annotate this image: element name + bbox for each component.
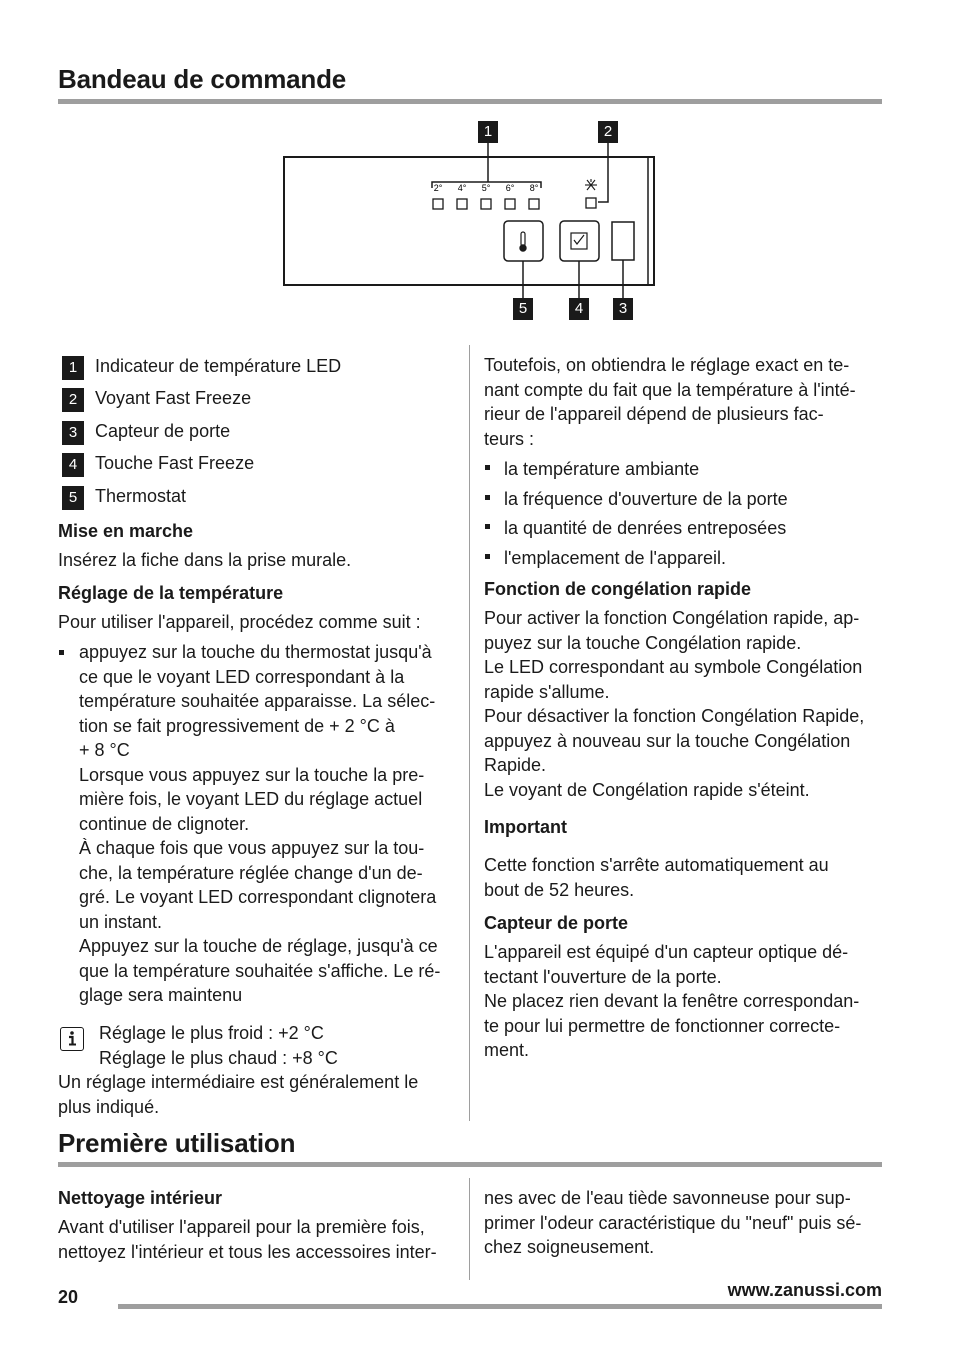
text-line: Ne placez rien devant la fenêtre correspondan- bbox=[484, 991, 860, 1011]
bullet-line: appuyez sur la touche du thermostat jusqu'à bbox=[79, 642, 432, 662]
section-title-bandeau: Bandeau de commande bbox=[58, 64, 347, 94]
column-divider bbox=[469, 1178, 470, 1280]
thermometer-icon bbox=[520, 232, 526, 251]
temp-label-2: 2° bbox=[433, 183, 443, 193]
text-line: primer l'odeur caractéristique du "neuf" puis sé- bbox=[484, 1212, 862, 1233]
list-item: la quantité de denrées entreposées bbox=[484, 514, 788, 544]
heading-fast-freeze: Fonction de congélation rapide bbox=[484, 579, 752, 599]
section-title-premiere-utilisation: Première utilisation bbox=[58, 1128, 296, 1158]
bullet-line: tion se fait progressivement de + 2 °C à bbox=[79, 715, 395, 736]
callout-badge-2: 2 bbox=[598, 121, 618, 143]
text-line: nettoyez l'intérieur et tous les accessoires inter- bbox=[58, 1241, 437, 1262]
text-line: rapide s'allume. bbox=[484, 681, 610, 702]
led-fast-freeze bbox=[586, 198, 596, 208]
text-line: chez soigneusement. bbox=[484, 1237, 655, 1257]
text-mise-en-marche: Insérez la fiche dans la prise murale. bbox=[58, 550, 352, 570]
led-5 bbox=[481, 199, 491, 209]
bullet-line: mière fois, le voyant LED du réglage actuel bbox=[79, 789, 423, 809]
bullet-line: Appuyez sur la touche de réglage, jusqu'à ce bbox=[79, 936, 438, 956]
bullet-line: che, la température réglée change d'un de- bbox=[79, 862, 423, 883]
text-line: bout de 52 heures. bbox=[484, 879, 635, 900]
callout-badge-4: 4 bbox=[569, 298, 589, 320]
bullet-line: que la température souhaitée s'affiche. Le ré- bbox=[79, 960, 441, 981]
info-note bbox=[99, 1021, 338, 1070]
section-rule bbox=[58, 99, 882, 104]
legend-label: Touche Fast Freeze bbox=[95, 453, 255, 473]
legend-label: Thermostat bbox=[95, 486, 187, 506]
text-line: puyez sur la touche Congélation rapide. bbox=[484, 632, 802, 653]
legend-badge: 2 bbox=[62, 388, 84, 412]
text-line: Cette fonction s'arrête automatiquement au bbox=[484, 855, 829, 875]
panel-outline bbox=[284, 157, 654, 285]
text-factors-intro bbox=[484, 353, 856, 451]
led-8 bbox=[529, 199, 539, 209]
control-panel-diagram bbox=[270, 115, 670, 330]
temp-label-6: 6° bbox=[505, 183, 515, 193]
text-line: Le LED correspondant au symbole Congélation bbox=[484, 657, 863, 677]
list-item: la température ambiante bbox=[484, 455, 788, 485]
list-item: la fréquence d'ouverture de la porte bbox=[484, 485, 788, 515]
legend-badge: 1 bbox=[62, 356, 84, 380]
bullet-line: température souhaitée apparaisse. La sélec- bbox=[79, 691, 436, 711]
text-line: L'appareil est équipé d'un capteur optique dé- bbox=[484, 942, 849, 962]
bullet-line: ce que le voyant LED correspondant à la bbox=[79, 666, 405, 687]
temp-label-8: 8° bbox=[529, 183, 539, 193]
bullet-marker bbox=[59, 650, 64, 655]
heading-capteur-porte: Capteur de porte bbox=[484, 913, 629, 933]
led-6 bbox=[505, 199, 515, 209]
text-line: te pour lui permettre de fonctionner correcte- bbox=[484, 1015, 841, 1036]
text-reglage-intro: Pour utiliser l'appareil, procédez comme suit : bbox=[58, 612, 421, 632]
callout-badge-1: 1 bbox=[478, 121, 498, 143]
heading-nettoyage: Nettoyage intérieur bbox=[58, 1188, 223, 1208]
page-number: 20 bbox=[58, 1287, 79, 1307]
text-line: Avant d'utiliser l'appareil pour la première fois, bbox=[58, 1217, 425, 1237]
text-line: Rapide. bbox=[484, 755, 547, 775]
text-line: Pour activer la fonction Congélation rapide, ap- bbox=[484, 608, 860, 628]
column-divider bbox=[469, 345, 470, 1121]
callout-line-2 bbox=[598, 143, 608, 202]
text-line: rieur de l'appareil dépend de plusieurs fac- bbox=[484, 404, 824, 424]
text-line: tectant l'ouverture de la porte. bbox=[484, 966, 722, 987]
control-panel-svg bbox=[270, 115, 670, 330]
text-line: Un réglage intermédiaire est généralement le bbox=[58, 1072, 419, 1092]
callout-badge-5: 5 bbox=[513, 298, 533, 320]
bullet-line: glage sera maintenu bbox=[79, 985, 243, 1005]
text-line: nes avec de l'eau tiède savonneuse pour sup- bbox=[484, 1188, 851, 1208]
text-important bbox=[484, 853, 829, 902]
led-4 bbox=[457, 199, 467, 209]
reglage-bullet bbox=[58, 640, 458, 1008]
info-line: Réglage le plus froid : +2 °C bbox=[99, 1023, 324, 1043]
heading-important: Important bbox=[484, 817, 567, 837]
legend-label: Indicateur de température LED bbox=[95, 356, 342, 376]
text-nettoyage-left bbox=[58, 1215, 437, 1264]
list-item: l'emplacement de l'appareil. bbox=[484, 544, 788, 574]
heading-mise-en-marche: Mise en marche bbox=[58, 521, 194, 541]
text-line: ment. bbox=[484, 1040, 530, 1060]
callout-badge-3: 3 bbox=[613, 298, 633, 320]
bullet-line: un instant. bbox=[79, 911, 163, 932]
text-line: appuyez à nouveau sur la touche Congélation bbox=[484, 730, 851, 751]
bullet-line: continue de clignoter. bbox=[79, 813, 250, 834]
text-line: plus indiqué. bbox=[58, 1096, 160, 1117]
legend-badge: 5 bbox=[62, 486, 84, 510]
legend-label: Capteur de porte bbox=[95, 421, 231, 441]
thermostat-button bbox=[504, 221, 543, 261]
bullet-line: À chaque fois que vous appuyez sur la tou- bbox=[79, 838, 425, 858]
footer-rule bbox=[118, 1304, 882, 1309]
text-line: teurs : bbox=[484, 428, 535, 449]
legend-label: Voyant Fast Freeze bbox=[95, 388, 252, 408]
website-link[interactable]: www.zanussi.com bbox=[727, 1280, 882, 1300]
text-line: Pour désactiver la fonction Congélation Rapide, bbox=[484, 706, 865, 726]
info-line: Réglage le plus chaud : +8 °C bbox=[99, 1047, 338, 1068]
info-icon bbox=[60, 1027, 84, 1051]
door-sensor-window bbox=[612, 222, 634, 260]
temp-label-5: 5° bbox=[481, 183, 491, 193]
legend-badge: 4 bbox=[62, 453, 84, 477]
text-nettoyage-right bbox=[484, 1186, 861, 1260]
bullet-line: + 8 °C bbox=[79, 740, 130, 760]
fast-freeze-check-icon bbox=[571, 233, 587, 249]
heading-reglage-temperature: Réglage de la température bbox=[58, 583, 284, 603]
text-intermediate bbox=[58, 1070, 418, 1119]
factors-list bbox=[484, 455, 788, 573]
temp-label-4: 4° bbox=[457, 183, 467, 193]
text-line: nant compte du fait que la température à l'inté- bbox=[484, 379, 856, 400]
text-capteur-porte bbox=[484, 940, 859, 1063]
snowflake-icon bbox=[585, 179, 597, 190]
bullet-line: Lorsque vous appuyez sur la touche la pre- bbox=[79, 764, 425, 785]
bullet-line: gré. Le voyant LED correspondant clignotera bbox=[79, 887, 437, 907]
led-2 bbox=[433, 199, 443, 209]
text-fast-freeze bbox=[484, 606, 864, 802]
legend-badge: 3 bbox=[62, 421, 84, 445]
text-line: Toutefois, on obtiendra le réglage exact en te- bbox=[484, 355, 850, 375]
section-rule bbox=[58, 1162, 882, 1167]
text-line: Le voyant de Congélation rapide s'éteint. bbox=[484, 779, 810, 800]
